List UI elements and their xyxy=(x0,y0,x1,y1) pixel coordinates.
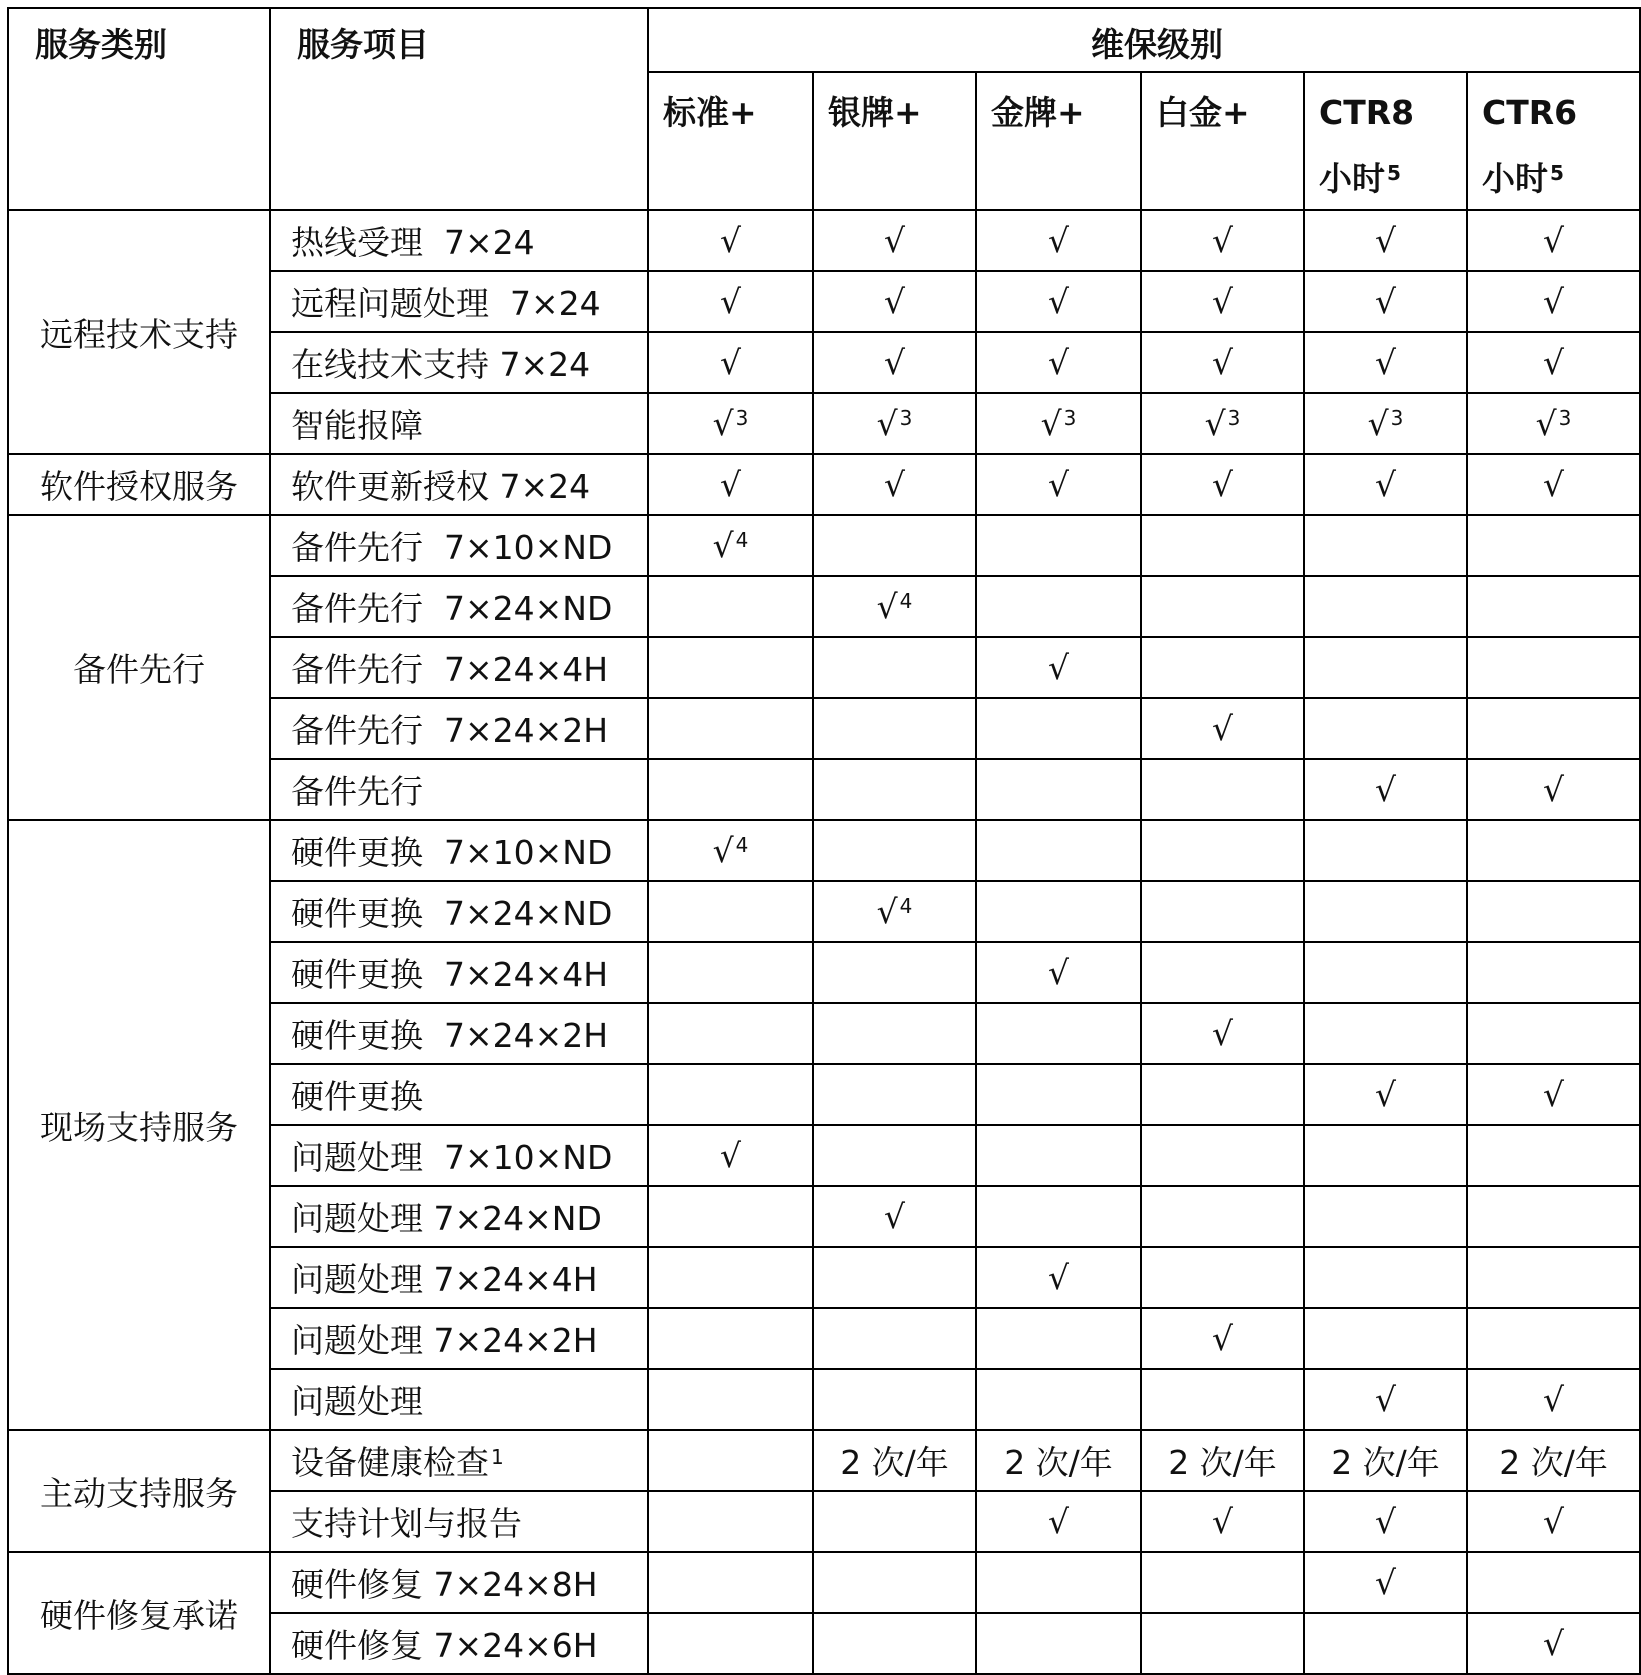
level-cell xyxy=(1467,332,1640,393)
header-level-label: 银牌+ xyxy=(828,93,922,132)
service-item-cell xyxy=(270,1003,648,1064)
level-cell xyxy=(1304,1003,1467,1064)
check-mark: √ xyxy=(1204,404,1226,443)
level-cell xyxy=(976,515,1141,576)
level-cell xyxy=(976,881,1141,942)
service-item-text: 备件先行 7×10×ND xyxy=(291,528,613,567)
service-item-text: 硬件更换 7×10×ND xyxy=(291,833,613,872)
level-cell xyxy=(1467,1247,1640,1308)
footnote-marker: 3 xyxy=(1227,406,1241,430)
check-mark: √ xyxy=(1047,648,1070,687)
level-cell xyxy=(813,698,976,759)
service-item-cell xyxy=(270,210,648,271)
table-row xyxy=(8,1552,1640,1613)
service-item-cell xyxy=(270,454,648,515)
level-cell xyxy=(1304,271,1467,332)
level-cell xyxy=(813,576,976,637)
level-cell xyxy=(1467,576,1640,637)
service-item-text: 备件先行 7×24×ND xyxy=(291,589,613,628)
check-mark: √ xyxy=(883,1197,906,1236)
check-mark: √ xyxy=(1211,1502,1234,1541)
footnote-marker: 5 xyxy=(1550,161,1564,185)
service-item-text: 备件先行 7×24×4H xyxy=(291,650,609,689)
service-item-cell xyxy=(270,332,648,393)
category-cell: 软件授权服务 xyxy=(8,454,270,515)
level-cell xyxy=(1467,1369,1640,1430)
level-value: 2 次/年 xyxy=(1168,1443,1277,1482)
check-mark: √ xyxy=(1047,953,1070,992)
check-mark: √ xyxy=(1543,1502,1565,1541)
level-cell xyxy=(1467,698,1640,759)
check-mark: √ xyxy=(1543,1075,1565,1114)
check-mark: √ xyxy=(1543,343,1565,382)
footnote-marker: 4 xyxy=(735,528,749,552)
level-cell xyxy=(648,1552,813,1613)
check-mark: √ xyxy=(1374,1075,1397,1114)
check-mark: √ xyxy=(1374,282,1397,321)
level-cell xyxy=(648,1003,813,1064)
check-mark: √ xyxy=(883,282,906,321)
service-item-cell xyxy=(270,1430,648,1491)
level-cell xyxy=(813,1186,976,1247)
table-row xyxy=(8,210,1640,271)
header-level-sublabel xyxy=(1319,143,1466,209)
level-cell xyxy=(1304,698,1467,759)
level-cell xyxy=(813,210,976,271)
level-cell xyxy=(1304,1491,1467,1552)
category-cell: 硬件修复承诺 xyxy=(8,1552,270,1674)
level-cell xyxy=(1467,1308,1640,1369)
level-cell xyxy=(1304,820,1467,881)
table-row xyxy=(8,820,1640,881)
service-item-cell xyxy=(270,393,648,454)
table-row xyxy=(8,515,1640,576)
check-mark: √ xyxy=(719,1136,742,1175)
header-level-sublabel-text: 小时 xyxy=(1482,159,1548,198)
level-cell xyxy=(648,515,813,576)
level-cell xyxy=(976,210,1141,271)
level-cell xyxy=(813,1369,976,1430)
level-cell xyxy=(813,1430,976,1491)
footnote-marker: 4 xyxy=(899,894,913,918)
level-cell xyxy=(1141,820,1304,881)
service-item-cell xyxy=(270,1308,648,1369)
service-item-cell xyxy=(270,1613,648,1674)
service-item-cell xyxy=(270,881,648,942)
level-cell xyxy=(648,1491,813,1552)
level-cell xyxy=(648,942,813,1003)
level-cell xyxy=(1304,210,1467,271)
level-cell xyxy=(648,759,813,820)
level-cell xyxy=(976,820,1141,881)
level-cell xyxy=(648,698,813,759)
service-item-cell xyxy=(270,515,648,576)
check-mark: √ xyxy=(883,221,906,260)
header-level-2 xyxy=(976,72,1141,210)
service-item-text: 硬件更换 7×24×4H xyxy=(291,955,609,994)
table-row xyxy=(8,1430,1640,1491)
level-cell xyxy=(1467,515,1640,576)
service-item-text: 问题处理 7×24×2H xyxy=(291,1321,598,1360)
level-cell xyxy=(1304,1064,1467,1125)
check-mark: √ xyxy=(1374,221,1397,260)
check-mark: √ xyxy=(719,282,742,321)
level-cell xyxy=(1467,1003,1640,1064)
level-cell xyxy=(1141,1491,1304,1552)
level-cell xyxy=(648,820,813,881)
level-cell xyxy=(1304,515,1467,576)
level-cell xyxy=(1141,1125,1304,1186)
level-cell xyxy=(976,1552,1141,1613)
level-cell xyxy=(813,881,976,942)
level-cell xyxy=(1141,881,1304,942)
service-item-cell xyxy=(270,942,648,1003)
level-cell xyxy=(976,1003,1141,1064)
level-cell xyxy=(1467,1491,1640,1552)
check-mark: √ xyxy=(1543,1380,1565,1419)
header-row-1 xyxy=(8,8,1640,72)
service-item-text: 问题处理 xyxy=(291,1382,423,1421)
check-mark: √ xyxy=(1543,221,1565,260)
service-item-cell xyxy=(270,1247,648,1308)
header-level-group: 维保级别 xyxy=(648,8,1640,72)
level-cell xyxy=(976,698,1141,759)
header-level-label: 金牌+ xyxy=(991,93,1085,132)
footnote-marker: 1 xyxy=(491,1445,504,1469)
check-mark: √ xyxy=(883,465,906,504)
check-mark: √ xyxy=(1211,709,1234,748)
header-level-1 xyxy=(813,72,976,210)
service-item-text: 硬件更换 xyxy=(291,1077,423,1116)
service-item-text: 备件先行 7×24×2H xyxy=(291,711,609,750)
footnote-marker: 3 xyxy=(1558,406,1572,430)
header-item: 服务项目 xyxy=(270,8,648,210)
check-mark: √ xyxy=(1535,404,1557,443)
level-cell xyxy=(976,1491,1141,1552)
level-cell xyxy=(976,1125,1141,1186)
footnote-marker: 4 xyxy=(735,833,749,857)
check-mark: √ xyxy=(1374,465,1397,504)
level-cell xyxy=(976,393,1141,454)
level-cell xyxy=(976,1186,1141,1247)
service-item-cell xyxy=(270,698,648,759)
service-item-cell xyxy=(270,637,648,698)
level-cell xyxy=(1467,1186,1640,1247)
level-cell xyxy=(1467,271,1640,332)
level-cell xyxy=(1467,637,1640,698)
level-cell xyxy=(1141,759,1304,820)
category-cell: 主动支持服务 xyxy=(8,1430,270,1552)
level-cell xyxy=(1467,1430,1640,1491)
header-level-label: 标准+ xyxy=(663,93,757,132)
category-cell: 备件先行 xyxy=(8,515,270,820)
level-cell xyxy=(813,1552,976,1613)
level-cell xyxy=(1141,698,1304,759)
level-cell xyxy=(1141,942,1304,1003)
level-cell xyxy=(1467,1613,1640,1674)
service-item-cell xyxy=(270,576,648,637)
check-mark: √ xyxy=(1211,282,1234,321)
level-cell xyxy=(976,454,1141,515)
level-cell xyxy=(1141,1552,1304,1613)
level-cell xyxy=(813,515,976,576)
level-cell xyxy=(1467,942,1640,1003)
level-value: 2 次/年 xyxy=(840,1443,949,1482)
footnote-marker: 4 xyxy=(899,589,913,613)
level-cell xyxy=(1141,576,1304,637)
level-cell xyxy=(1141,1430,1304,1491)
level-cell xyxy=(813,1003,976,1064)
service-item-cell xyxy=(270,1186,648,1247)
header-level-label: CTR6 xyxy=(1482,93,1578,132)
level-cell xyxy=(813,1064,976,1125)
level-cell xyxy=(1467,1552,1640,1613)
level-cell xyxy=(648,1430,813,1491)
service-item-cell xyxy=(270,1064,648,1125)
check-mark: √ xyxy=(1211,1014,1234,1053)
check-mark: √ xyxy=(719,465,742,504)
check-mark: √ xyxy=(876,404,898,443)
check-mark: √ xyxy=(1211,465,1234,504)
level-cell xyxy=(648,576,813,637)
service-item-text: 硬件修复 7×24×6H xyxy=(291,1626,598,1665)
level-cell xyxy=(813,332,976,393)
level-cell xyxy=(1141,1003,1304,1064)
level-cell xyxy=(976,271,1141,332)
service-level-table xyxy=(7,7,1641,1675)
check-mark: √ xyxy=(1047,282,1070,321)
header-level-0 xyxy=(648,72,813,210)
level-cell xyxy=(813,454,976,515)
level-cell xyxy=(976,332,1141,393)
header-level-3 xyxy=(1141,72,1304,210)
level-cell xyxy=(648,393,813,454)
level-cell xyxy=(648,1064,813,1125)
level-cell xyxy=(1141,271,1304,332)
table-row xyxy=(8,454,1640,515)
level-cell xyxy=(648,1186,813,1247)
level-cell xyxy=(648,454,813,515)
level-cell xyxy=(648,271,813,332)
level-cell xyxy=(813,637,976,698)
check-mark: √ xyxy=(1543,282,1565,321)
level-cell xyxy=(1467,759,1640,820)
header-level-label: CTR8 xyxy=(1319,93,1415,132)
level-cell xyxy=(1467,393,1640,454)
level-cell xyxy=(1141,1308,1304,1369)
service-item-cell xyxy=(270,759,648,820)
level-cell xyxy=(1467,1125,1640,1186)
service-item-cell xyxy=(270,1491,648,1552)
level-cell xyxy=(1304,332,1467,393)
level-cell xyxy=(1304,1613,1467,1674)
header-level-label: 白金+ xyxy=(1156,93,1250,132)
level-cell xyxy=(813,1613,976,1674)
service-item-text: 软件更新授权 7×24 xyxy=(291,467,591,506)
service-item-text: 在线技术支持 7×24 xyxy=(291,345,591,384)
level-cell xyxy=(1141,332,1304,393)
check-mark: √ xyxy=(1040,404,1062,443)
service-item-cell xyxy=(270,1125,648,1186)
level-cell xyxy=(1467,454,1640,515)
level-cell xyxy=(976,759,1141,820)
check-mark: √ xyxy=(719,221,742,260)
level-cell xyxy=(648,1369,813,1430)
service-item-text: 热线受理 7×24 xyxy=(291,223,535,262)
level-cell xyxy=(813,1247,976,1308)
check-mark: √ xyxy=(1543,465,1565,504)
check-mark: √ xyxy=(1047,1258,1070,1297)
level-cell xyxy=(648,1308,813,1369)
check-mark: √ xyxy=(1374,770,1397,809)
level-cell xyxy=(976,1369,1141,1430)
footnote-marker: 3 xyxy=(899,406,913,430)
level-cell xyxy=(813,1125,976,1186)
check-mark: √ xyxy=(1543,770,1565,809)
check-mark: √ xyxy=(1374,1380,1397,1419)
level-cell xyxy=(648,881,813,942)
level-cell xyxy=(648,210,813,271)
level-cell xyxy=(1304,881,1467,942)
level-cell xyxy=(1304,1247,1467,1308)
check-mark: √ xyxy=(712,831,734,870)
service-item-text: 远程问题处理 7×24 xyxy=(291,284,601,323)
level-cell xyxy=(1304,1308,1467,1369)
level-cell xyxy=(813,393,976,454)
service-item-text: 问题处理 7×24×ND xyxy=(291,1199,602,1238)
check-mark: √ xyxy=(883,343,906,382)
level-cell xyxy=(1467,881,1640,942)
service-item-text: 硬件更换 7×24×ND xyxy=(291,894,613,933)
level-cell xyxy=(976,1064,1141,1125)
check-mark: √ xyxy=(1211,1319,1234,1358)
level-cell xyxy=(976,942,1141,1003)
header-category: 服务类别 xyxy=(8,8,270,210)
service-item-text: 设备健康检查 xyxy=(291,1443,489,1482)
service-item-text: 智能报障 xyxy=(291,406,423,445)
check-mark: √ xyxy=(1047,465,1070,504)
check-mark: √ xyxy=(712,526,734,565)
level-cell xyxy=(1141,1064,1304,1125)
level-cell xyxy=(1304,942,1467,1003)
level-cell xyxy=(1304,1430,1467,1491)
check-mark: √ xyxy=(876,892,898,931)
level-cell xyxy=(1304,454,1467,515)
level-cell xyxy=(976,1247,1141,1308)
level-cell xyxy=(1141,1613,1304,1674)
level-cell xyxy=(1141,515,1304,576)
header-level-5 xyxy=(1467,72,1640,210)
check-mark: √ xyxy=(712,404,734,443)
level-cell xyxy=(648,637,813,698)
footnote-marker: 3 xyxy=(1063,406,1077,430)
level-cell xyxy=(1141,1186,1304,1247)
service-item-text: 支持计划与报告 xyxy=(291,1504,522,1543)
check-mark: √ xyxy=(1211,221,1234,260)
level-cell xyxy=(1304,637,1467,698)
level-cell xyxy=(1304,576,1467,637)
level-cell xyxy=(648,1613,813,1674)
header-level-sublabel-text: 小时 xyxy=(1319,159,1385,198)
level-cell xyxy=(1141,1247,1304,1308)
level-cell xyxy=(813,759,976,820)
level-cell xyxy=(813,1308,976,1369)
check-mark: √ xyxy=(1047,221,1070,260)
level-cell xyxy=(648,1125,813,1186)
service-item-text: 备件先行 xyxy=(291,772,423,811)
level-cell xyxy=(1141,637,1304,698)
level-cell xyxy=(1304,1186,1467,1247)
category-cell: 远程技术支持 xyxy=(8,210,270,454)
level-cell xyxy=(1304,1552,1467,1613)
level-cell xyxy=(1304,393,1467,454)
level-cell xyxy=(813,1491,976,1552)
level-cell xyxy=(648,1247,813,1308)
level-cell xyxy=(1141,393,1304,454)
service-item-text: 问题处理 7×24×4H xyxy=(291,1260,598,1299)
table-body xyxy=(8,210,1640,1674)
level-cell xyxy=(813,271,976,332)
level-cell xyxy=(1304,1125,1467,1186)
category-cell: 现场支持服务 xyxy=(8,820,270,1430)
level-cell xyxy=(648,332,813,393)
service-item-text: 硬件更换 7×24×2H xyxy=(291,1016,609,1055)
footnote-marker: 5 xyxy=(1387,161,1401,185)
level-value: 2 次/年 xyxy=(1499,1443,1608,1482)
level-cell xyxy=(976,1430,1141,1491)
check-mark: √ xyxy=(1047,1502,1070,1541)
level-cell xyxy=(976,637,1141,698)
check-mark: √ xyxy=(719,343,742,382)
check-mark: √ xyxy=(1211,343,1234,382)
check-mark: √ xyxy=(1047,343,1070,382)
level-cell xyxy=(1304,1369,1467,1430)
service-item-text: 硬件修复 7×24×8H xyxy=(291,1565,598,1604)
level-cell xyxy=(976,1613,1141,1674)
service-item-cell xyxy=(270,271,648,332)
check-mark: √ xyxy=(1374,343,1397,382)
level-value: 2 次/年 xyxy=(1004,1443,1113,1482)
service-item-cell xyxy=(270,1552,648,1613)
level-cell xyxy=(976,576,1141,637)
check-mark: √ xyxy=(1367,404,1389,443)
level-cell xyxy=(1304,759,1467,820)
check-mark: √ xyxy=(1543,1624,1565,1663)
level-cell xyxy=(1141,454,1304,515)
footnote-marker: 3 xyxy=(1390,406,1404,430)
header-level-4 xyxy=(1304,72,1467,210)
check-mark: √ xyxy=(1374,1502,1397,1541)
header-level-sublabel xyxy=(1482,143,1639,209)
level-cell xyxy=(976,1308,1141,1369)
level-cell xyxy=(1141,1369,1304,1430)
level-cell xyxy=(1467,820,1640,881)
level-value: 2 次/年 xyxy=(1331,1443,1440,1482)
footnote-marker: 3 xyxy=(735,406,749,430)
check-mark: √ xyxy=(876,587,898,626)
service-item-cell xyxy=(270,1369,648,1430)
level-cell xyxy=(813,942,976,1003)
service-item-cell xyxy=(270,820,648,881)
level-cell xyxy=(1141,210,1304,271)
level-cell xyxy=(1467,210,1640,271)
check-mark: √ xyxy=(1374,1563,1397,1602)
level-cell xyxy=(813,820,976,881)
level-cell xyxy=(1467,1064,1640,1125)
service-item-text: 问题处理 7×10×ND xyxy=(291,1138,613,1177)
